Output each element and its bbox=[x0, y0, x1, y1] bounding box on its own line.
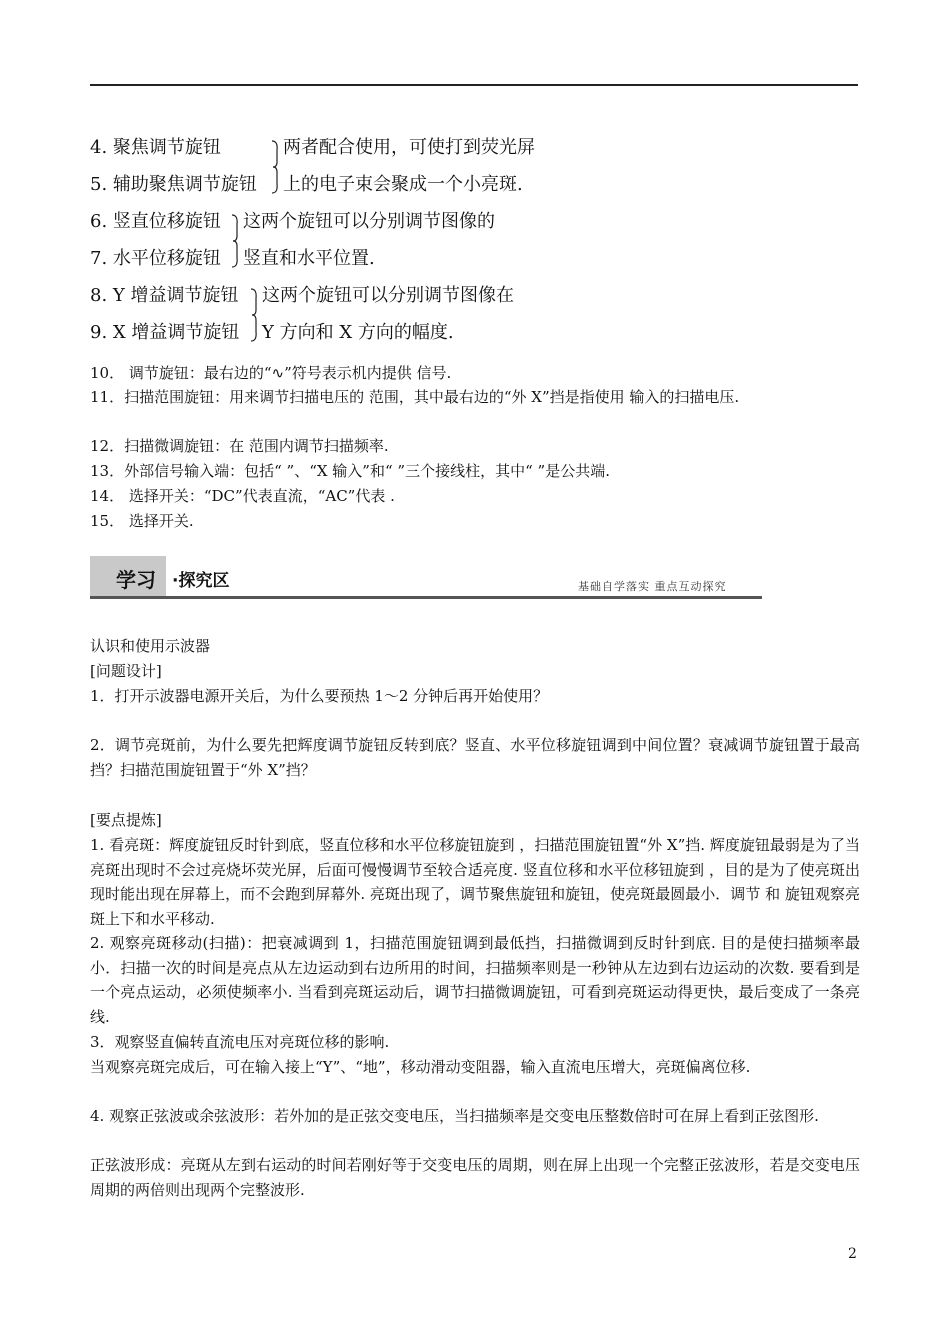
key-point-2: 2. 观察亮斑移动(扫描)：把衰减调到 1，扫描范围旋钮调到最低挡，扫描微调到反时针到底. 目的是使扫描频率最小．扫描一次的时间是亮点从左边运动到右边所用的时间，扫描频率则是一秒钟从左边到右边运动的次数. 要看到是一个亮点运动，必须使频率小. 当看到亮斑运动后，调节扫描微调旋钮，可看到亮斑运动得更快，最后变成了一条亮线. bbox=[90, 934, 860, 1026]
item-14: 14． 选择开关：“DC”代表直流，“AC”代表 . bbox=[90, 487, 395, 505]
brace-1 bbox=[270, 140, 278, 194]
key-point-3-detail: 当观察亮斑完成后，可在输入接上“Y”、“地”，移动滑动变阻器，输入直流电压增大，亮斑偏离位移. bbox=[90, 1058, 751, 1076]
pair-2-line-1: 这两个旋钮可以分别调节图像的 bbox=[243, 211, 495, 232]
item-10: 10． 调节旋钮：最右边的“∿”符号表示机内提供 信号. bbox=[90, 364, 452, 382]
banner-subtitle: 基础自学落实 重点互动探究 bbox=[578, 580, 727, 593]
banner-title-2: 探究区 bbox=[178, 571, 230, 591]
pair-3-line-1: 这两个旋钮可以分别调节图像在 bbox=[262, 285, 514, 306]
item-8: 8. Y 增益调节旋钮 bbox=[90, 285, 239, 306]
banner-rule bbox=[90, 596, 762, 599]
item-4: 4. 聚焦调节旋钮 bbox=[90, 137, 221, 158]
key-point-3: 3．观察竖直偏转直流电压对亮斑位移的影响. bbox=[90, 1033, 390, 1051]
question-2: 2．调节亮斑前，为什么要先把辉度调节旋钮反转到底？竖直、水平位移旋钮调到中间位置？衰减调节旋钮置于最高挡？扫描范围旋钮置于“外 X”挡？ bbox=[90, 736, 860, 779]
pair-1-line-1: 两者配合使用，可使打到荧光屏 bbox=[283, 137, 535, 158]
page-number: 2 bbox=[848, 1246, 857, 1262]
pair-1-line-2: 上的电子束会聚成一个小亮斑. bbox=[283, 174, 523, 195]
section-heading: 认识和使用示波器 bbox=[90, 637, 211, 655]
item-12: 12．扫描微调旋钮：在 范围内调节扫描频率. bbox=[90, 437, 389, 455]
item-11: 11．扫描范围旋钮：用来调节扫描电压的 范围，其中最右边的“外 X”挡是指使用 输入的扫描电压. bbox=[90, 388, 740, 406]
key-point-1: 1. 看亮斑：辉度旋钮反时针到底，竖直位移和水平位移旋钮旋到 ，扫描范围旋钮置“外 X”挡. 辉度旋钮最弱是为了当亮斑出现时不会过亮烧坏荧光屏，后面可慢慢调节至较合适亮度. 竖直位移和水平位移钮旋到 ，目的是为了使亮斑出现时能出现在屏幕上，而不会跑到屏幕外. 亮斑出现了，调节聚焦旋钮和旋钮，使亮斑最圆最小．调节 和 旋钮观察亮斑上下和水平移动. bbox=[90, 836, 860, 928]
header-rule bbox=[90, 84, 858, 86]
brace-3 bbox=[249, 288, 257, 342]
key-points-label: [要点提炼] bbox=[90, 811, 162, 829]
question-1: 1．打开示波器电源开关后，为什么要预热 1～2 分钟后再开始使用？ bbox=[90, 687, 549, 705]
item-7: 7. 水平位移旋钮 bbox=[90, 248, 221, 269]
item-5: 5. 辅助聚焦调节旋钮 bbox=[90, 174, 257, 195]
brace-2 bbox=[230, 214, 238, 268]
question-label: [问题设计] bbox=[90, 662, 162, 680]
pair-2-line-2: 竖直和水平位置. bbox=[243, 248, 375, 269]
key-point-5: 正弦波形成：亮斑从左到右运动的时间若刚好等于交变电压的周期，则在屏上出现一个完整正弦波形，若是交变电压周期的两倍则出现两个完整波形. bbox=[90, 1156, 860, 1199]
banner-dot: · bbox=[172, 571, 179, 591]
item-15: 15． 选择开关. bbox=[90, 512, 194, 530]
key-point-4: 4. 观察正弦波或余弦波形：若外加的是正弦交变电压，当扫描频率是交变电压整数倍时可在屏上看到正弦图形. bbox=[90, 1107, 819, 1125]
banner-title: 学习 bbox=[116, 568, 156, 592]
item-13: 13．外部信号输入端：包括“ ”、“X 输入”和“ ”三个接线柱，其中“ ”是公共端. bbox=[90, 462, 610, 480]
pair-3-line-2: Y 方向和 X 方向的幅度. bbox=[262, 322, 454, 343]
item-9: 9. X 增益调节旋钮 bbox=[90, 322, 240, 343]
section-banner bbox=[90, 556, 762, 602]
banner-title-rest bbox=[172, 566, 229, 591]
item-6: 6. 竖直位移旋钮 bbox=[90, 211, 221, 232]
